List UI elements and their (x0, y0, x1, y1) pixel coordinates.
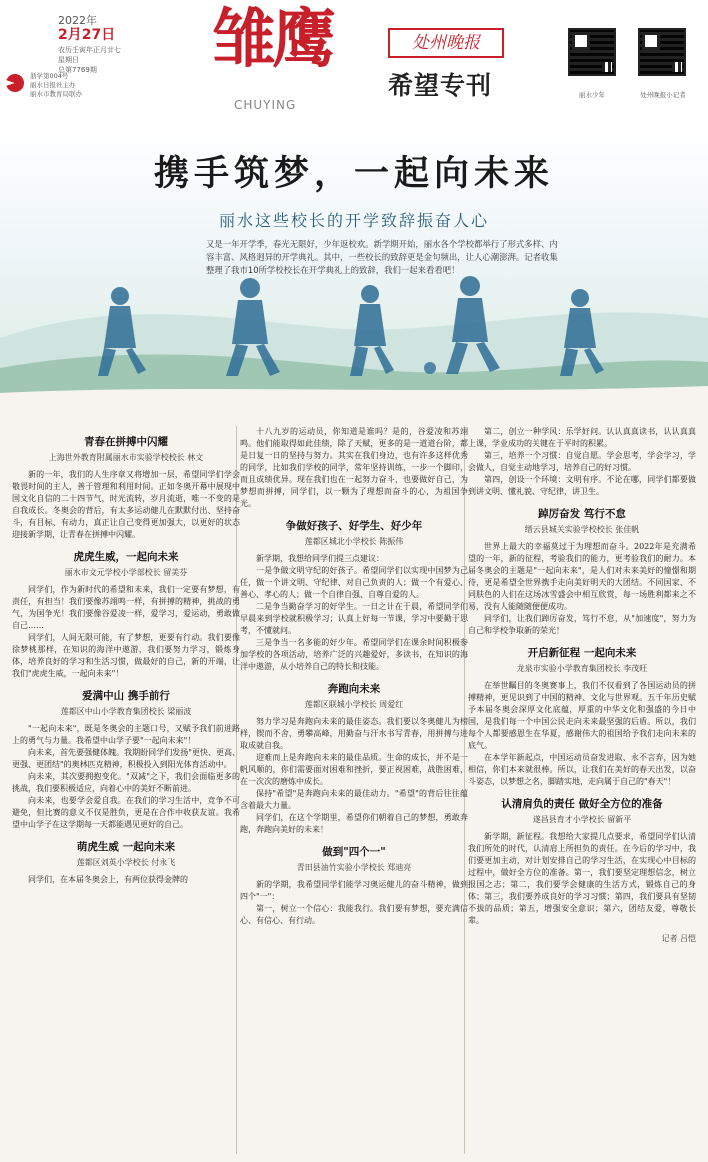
issue-date: 2月27日 (58, 27, 116, 44)
article-paragraph: 迎难而上是奔跑向未来的最佳品质。生命的成长，并不是一帆风顺的，你们需要面对困难和挫折，要正视困难，战胜困难，在一次次的磨炼中成长。 (240, 753, 468, 786)
article-paragraph: 新的一年，我们的人生序章又将增加一层，希望同学们学会敬畏时间的主人，善于管理和利用时间。正如冬奥开幕中展现中国文化自信的二十四节气，时光流转，岁月流逝，唯一不变的是自我成长。冬奥会的背后，有太多运动健儿在默默付出、坚持奋斗，有目标、有动力，真正让自己变得更加强大，以更好的状态迎接新学期，让青春在拼搏中闪耀。 (12, 470, 240, 539)
article (12, 434, 240, 541)
article (240, 844, 468, 927)
article-byline: 龙泉市实验小学教育集团校长 李茂旺 (516, 664, 648, 673)
article (12, 688, 240, 831)
article-paragraph: 三是争当一名多能的好少年。希望同学们在课余时间积极参加学校的各项活动，培养广泛的兴趣爱好，多读书，在知识的海洋中遨游，从小培养自己的特长和技能。 (240, 638, 468, 671)
publisher-line: 丽水市教育局联办 (30, 89, 82, 98)
article-column (468, 426, 696, 1154)
issue-date-block (58, 14, 138, 76)
issue-year: 2022年 (58, 14, 97, 27)
article-paragraph: "一起向未来"，既是冬奥会的主题口号，又赋予我们前进路上的勇气与力量。我希望中山学子要"一起向未来"！ (12, 724, 240, 745)
publisher-line: 浙学第004号 (30, 72, 69, 80)
hero-illustration (0, 258, 708, 410)
article-body (12, 584, 240, 680)
article-paragraph: 向未来，首先要强健体魄。我期盼同学们发扬"更快、更高、更强、更团结"的奥林匹克精神，积极投入到阳光体育活动中。 (12, 748, 240, 769)
article-title: 奔跑向未来 (327, 683, 381, 695)
article-paragraph: 同学们，在本届冬奥会上，有两位获得金牌的 (28, 875, 188, 884)
article-paragraph: 第二，创立一种学风：乐学好问。认认真真读书，认认真真上课，学业成功的关键在于平时的积累。 (468, 427, 696, 448)
qr-code-icon[interactable] (638, 28, 686, 76)
article-column (12, 426, 240, 1154)
article-title: 争做好孩子、好学生、好少年 (285, 520, 423, 532)
qr-caption: 丽水少年 (579, 91, 605, 99)
article-title: 萌虎生威 一起向未来 (76, 841, 176, 853)
issue-number: 总第7769期 (58, 65, 97, 74)
paper-name-box: 处州晚报 (388, 28, 504, 58)
article-continued (468, 426, 696, 498)
article-body (12, 469, 240, 541)
article-paragraph: 一是争做文明守纪的好孩子。希望同学们以实现中国梦为己任，做一个讲文明、守纪律、对自己负责的人；做一个有爱心、善心、孝心的人；做一个自律自强、自尊自爱的人。 (240, 566, 468, 599)
page-headline: 携手筑梦，一起向未来 (153, 153, 554, 194)
article-paragraph: 二是争当勤奋学习的好学生。一日之计在于晨，希望同学们早晨来到学校就积极学习；认真上好每一节课，学习中要勤于思考，不懂就问。 (240, 602, 468, 635)
intro-paragraph: 又是一年开学季，春光无限好，少年返校欢。新学期开始，丽水各个学校都举行了形式多样、内容丰富、风格迥异的开学典礼。其中，一些校长的致辞更是金句频出，让人心潮澎湃。记者收集整理了我市10所学校校长在开学典礼上的致辞，我们一起来看看吧！ (206, 239, 558, 275)
article (468, 506, 696, 637)
publisher-logo-icon (6, 74, 24, 92)
article-paragraph: 同学们，作为新时代的希望和未来，我们一定要有梦想，有责任，有担当！我们要像苏翊鸣一样，有拼搏的精神，挑战的勇气，为国争光！我们要像谷爱凌一样，爱学习，爱运动，勇敢做自己…… (12, 585, 240, 630)
article-body (468, 426, 696, 498)
article-body (240, 879, 468, 927)
article-continued (240, 426, 468, 510)
article-paragraph: 十八九岁的运动员，你知道是谁吗？是的，谷爱凌和苏翊鸣。他们能取得如此佳绩，除了天赋，更多的是一道道台阶，都是日复一日的坚持与努力。其实在我们身边，也有许多这样优秀的同学，比如我们学校的同学，常年坚持训练，一步一个脚印，而且成绩优异。现在我们也在一起努力奋斗，也要做好自己，为梦想而拼搏，同学们，以一颗为了理想而奋斗的心，为祖国争光。 (240, 427, 468, 508)
masthead-title: 雏鹰 (212, 2, 332, 77)
article (12, 839, 240, 886)
article-body (240, 716, 468, 836)
article-paragraph: 第一，树立一个信心：我能我行。我们要有梦想，要充满信心、有信心、有行动。 (240, 904, 468, 925)
article-byline: 莲都区刘英小学校长 付永飞 (76, 858, 176, 867)
masthead (0, 0, 708, 128)
article-paragraph: 同学们，让我们踔厉奋发，笃行不怠，从"加速度"，努力为自己和学校争取新的荣光！ (468, 614, 696, 635)
article-paragraph: 第三，培养一个习惯：自觉自愿。学会思考，学会学习，学会做人，自觉主动地学习，培养自己的好习惯。 (468, 451, 696, 472)
article-body (468, 541, 696, 637)
publisher-line: 丽水日报社主办 (30, 80, 76, 89)
article-paragraph: 保持"希望"是奔跑向未来的最佳动力。"希望"的背后往往蕴含着最大力量。 (240, 789, 468, 810)
article-byline: 缙云县城关实验学校校长 张佳帆 (524, 525, 640, 534)
article-byline: 上海世外教育附属丽水市实验学校校长 林文 (48, 453, 204, 462)
hero-banner (0, 128, 708, 410)
weekday: 星期日 (58, 55, 79, 64)
article-byline: 莲都区中山小学教育集团校长 梁丽波 (60, 707, 192, 716)
article-paragraph: 世界上最大的幸福莫过于为理想而奋斗。2022年是充满希望的一年，新的征程，考验我们的能力，更考验我们的耐力。本届冬奥会的主题是"一起向未来"，是人们对未来美好的憧憬和期待，更是希望全世界携手走向美好明天的大团结。不同国家、不同肤色的人们在这场冰雪盛会中相互欣赏，每一场胜利都来之不易，没有人能随随便便成功。 (468, 542, 696, 611)
article (468, 796, 696, 944)
article (468, 645, 696, 788)
qr-caption: 处州晚报小记者 (640, 91, 686, 99)
article-title: 认清肩负的责任 做好全方位的准备 (501, 798, 663, 810)
article-paragraph: 向未来，也要学会爱自我。在我们的学习生活中，竞争不可避免，但比赛的意义不仅是胜负，更是在合作中收获友谊。我希望中山学子在这学期每一天都能遇见更好的自己。 (12, 796, 240, 829)
article (240, 681, 468, 836)
article-column (240, 426, 468, 1154)
article-body (468, 680, 696, 788)
article-body (240, 553, 468, 673)
article-paragraph: 新的学期，我希望同学们能学习奥运健儿的奋斗精神，做到四个"一"： (240, 880, 468, 901)
article-title: 踔厉奋发 笃行不怠 (538, 508, 626, 520)
article-paragraph: 新学期，新征程。我想给大家提几点要求，希望同学们认清我们所处的时代，认清肩上所担负的责任。在今后的学习中，我们要更加主动，对计划安排自己的学习生活，在实现心中目标的过程中，做好全方位的准备。第一，我们要坚定理想信念，树立报国之志；第二，我们要学会健康的生活方式，锻炼自己的身体；第三，我们要养成良好的学习习惯；第四，我们要具有坚韧不拔的品质；第五，增强安全意识；第六，团结友爱，尊敬长辈。 (468, 832, 696, 925)
article-paragraph: 在本学年新起点，中国运动员奋发进取、永不言弃，因为她相信，你们本来就很棒。所以，让我们在美好的春天出发，以奋斗姿态，以梦想之名，脚踏实地，走向属于自己的"春天"！ (468, 753, 696, 786)
article-paragraph: 第四，创设一个环境：文明有序。不论在哪，同学们都要做到讲文明、懂礼貌、守纪律，讲卫生。 (468, 475, 696, 496)
reporter-credit: 记者 吕恺 (661, 934, 696, 943)
publisher-info (30, 72, 130, 98)
ball (424, 362, 436, 374)
article-paragraph: 向未来，其次要拥抱变化。"双减"之下，我们会面临更多的挑战，我们要积极适应，向着心中的美好不断前进。 (12, 772, 240, 793)
masthead-pinyin: CHUYING (234, 98, 297, 112)
article-title: 开启新征程 一起向未来 (527, 647, 637, 659)
qr-code-icon[interactable] (568, 28, 616, 76)
article-byline: 青田县油竹实验小学校长 郑迪亮 (296, 863, 412, 872)
article-byline: 丽水市文元学校小学部校长 留美芬 (64, 568, 188, 577)
article-body (468, 831, 696, 927)
article (12, 549, 240, 680)
page-subheadline: 丽水这些校长的开学致辞振奋人心 (218, 211, 489, 230)
article-title: 青春在拼搏中闪耀 (84, 436, 168, 448)
article-paragraph: 努力学习是奔跑向未来的最佳姿态。我们要以冬奥健儿为榜样，锲而不舍，勇攀高峰，用勤奋与汗水书写青春，用拼搏与进取成就自我。 (240, 717, 468, 750)
article-paragraph: 在举世瞩目的冬奥赛事上，我们不仅看到了各国运动员的拼搏精神，更见识到了中国的精神、文化与世界观。五千年历史赋予本届冬奥会深厚文化底蕴，厚重的中华文化和强盛的今日中国，是我们每一个中国公民走向未来最坚强的后盾。所以，我们每个人都要感恩生在华夏，感谢伟大的祖国给予我们走向未来的底气。 (468, 681, 696, 750)
article-byline: 遂昌县育才小学校长 留新平 (532, 815, 632, 824)
article-body (240, 426, 468, 510)
article-title: 爱满中山 携手前行 (82, 690, 170, 702)
article-byline: 莲都区城北小学校长 陈振伟 (304, 537, 404, 546)
article-body (12, 874, 240, 886)
article-paragraph: 新学期，我想给同学们提三点建议： (256, 554, 384, 563)
article-paragraph: 同学们，在这个学期里，希望你们朝着自己的梦想，勇敢奔跑，奔跑向美好的未来！ (240, 813, 468, 834)
article-title: 虎虎生威，一起向未来 (73, 551, 179, 563)
article-byline: 莲都区联城小学校长 周爱红 (304, 700, 404, 709)
article-paragraph: 同学们，人间无限可能，有了梦想，更要有行动。我们要像徐梦桃那样，在知识的海洋中遨游，我们要努力学习，锻炼身体，培养良好的学习和生活习惯，做最好的自己，新的开端，让我们"虎虎生威，一起向未来"！ (12, 633, 240, 678)
lunar-date: 农历壬寅年正月廿七 (58, 45, 121, 54)
article-title: 做到"四个一" (322, 846, 386, 858)
article (240, 518, 468, 673)
article-body (12, 723, 240, 831)
special-edition-name: 希望专刊 (388, 71, 493, 100)
